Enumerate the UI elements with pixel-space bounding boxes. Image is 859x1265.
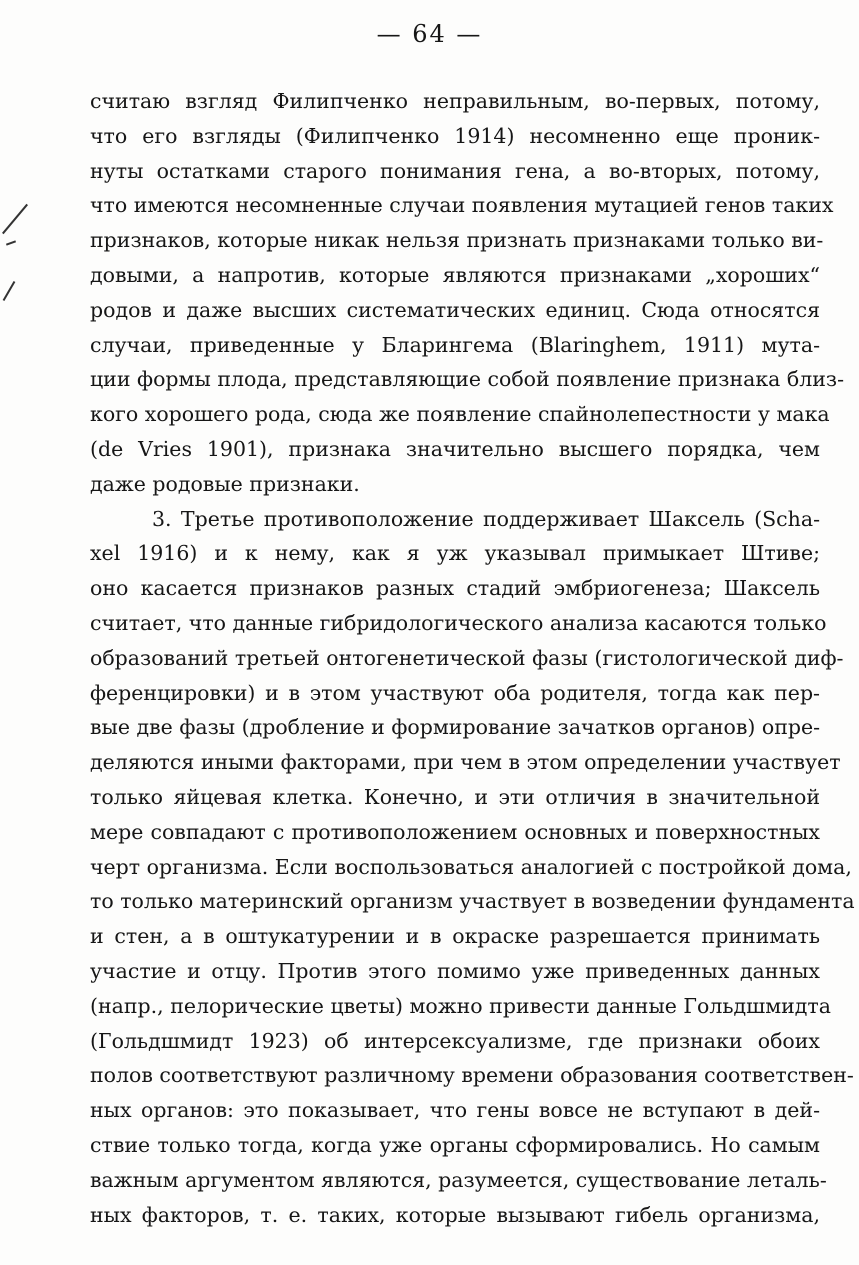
text-line: ствие только тогда, когда уже органы сформировались. Но самым [90, 1132, 820, 1157]
text-line: признаков, которые никак нельзя признать признаками только ви- [90, 228, 824, 253]
text-line: (de Vries 1901), признака значительно высшего порядка, чем [90, 436, 820, 461]
text-line: считает, что данные гибридологического анализа касаются только [90, 610, 827, 635]
text-line: только яйцевая клетка. Конечно, и эти отличия в значительной [90, 784, 820, 809]
paragraph-start-line: 3. Третье противоположение поддерживает Шаксель (Scha- [152, 506, 820, 531]
text-line: то только материнский организм участвует в возведении фундамента [90, 889, 855, 914]
text-line: важным аргументом являются, разумеется, существование леталь- [90, 1167, 827, 1192]
text-line: что имеются несомненные случаи появления мутацией генов таких [90, 193, 834, 218]
text-line: что его взгляды (Филипченко 1914) несомненно еще проник- [90, 123, 820, 148]
text-line: участие и отцу. Против этого помимо уже приведенных данных [90, 958, 820, 983]
margin-pencil-mark [2, 204, 28, 234]
text-line: образований третьей онтогенетической фазы (гистологической диф- [90, 645, 844, 670]
text-line: ных органов: это показывает, что гены вовсе не вступают в дей- [90, 1098, 820, 1123]
text-line: черт организма. Если воспользоваться аналогией с постройкой дома, [90, 854, 852, 879]
body-text [90, 84, 855, 1232]
margin-pencil-mark [6, 240, 16, 245]
text-line: случаи, приведенные у Бларингема (Blaringhem, 1911) мута- [90, 332, 820, 357]
text-line: ных факторов, т. е. таких, которые вызывают гибель организма, [90, 1202, 820, 1227]
text-line: нуты остатками старого понимания гена, а во-вторых, потому, [90, 158, 820, 183]
text-line: мере совпадают с противоположением основных и поверхностных [90, 819, 820, 844]
text-line: оно касается признаков разных стадий эмбриогенеза; Шаксель [90, 576, 820, 601]
text-line: даже родовые признаки. [90, 471, 360, 496]
text-line: (напр., пелорические цветы) можно привести данные Гольдшмидта [90, 993, 831, 1018]
text-line: полов соответствуют различному времени образования соответствен- [90, 1063, 854, 1088]
text-line: вые две фазы (дробление и формирование зачатков органов) опре- [90, 715, 821, 740]
text-line: деляются иными факторами, при чем в этом определении участвует [90, 750, 841, 775]
text-line: и стен, а в оштукатурении и в окраске разрешается принимать [90, 924, 820, 949]
margin-pencil-mark [3, 281, 16, 301]
text-line: ции формы плода, представляющие собой появление признака близ- [90, 367, 845, 392]
text-line: считаю взгляд Филипченко неправильным, во-первых, потому, [90, 89, 820, 113]
text-line: родов и даже высших систематических единиц. Сюда относятся [90, 297, 820, 322]
text-line: ференцировки) и в этом участвуют оба родителя, тогда как пер- [90, 680, 820, 705]
page-number: — 64 — [376, 20, 483, 48]
text-line: xel 1916) и к нему, как я уж указывал примыкает Штиве; [90, 541, 820, 566]
text-line: кого хорошего рода, сюда же появление спайнолепестности у мака [90, 402, 830, 427]
text-line: довыми, а напротив, которые являются признаками „хороших“ [90, 262, 820, 287]
text-line: (Гольдшмидт 1923) об интерсексуализме, где признаки обоих [90, 1028, 820, 1053]
